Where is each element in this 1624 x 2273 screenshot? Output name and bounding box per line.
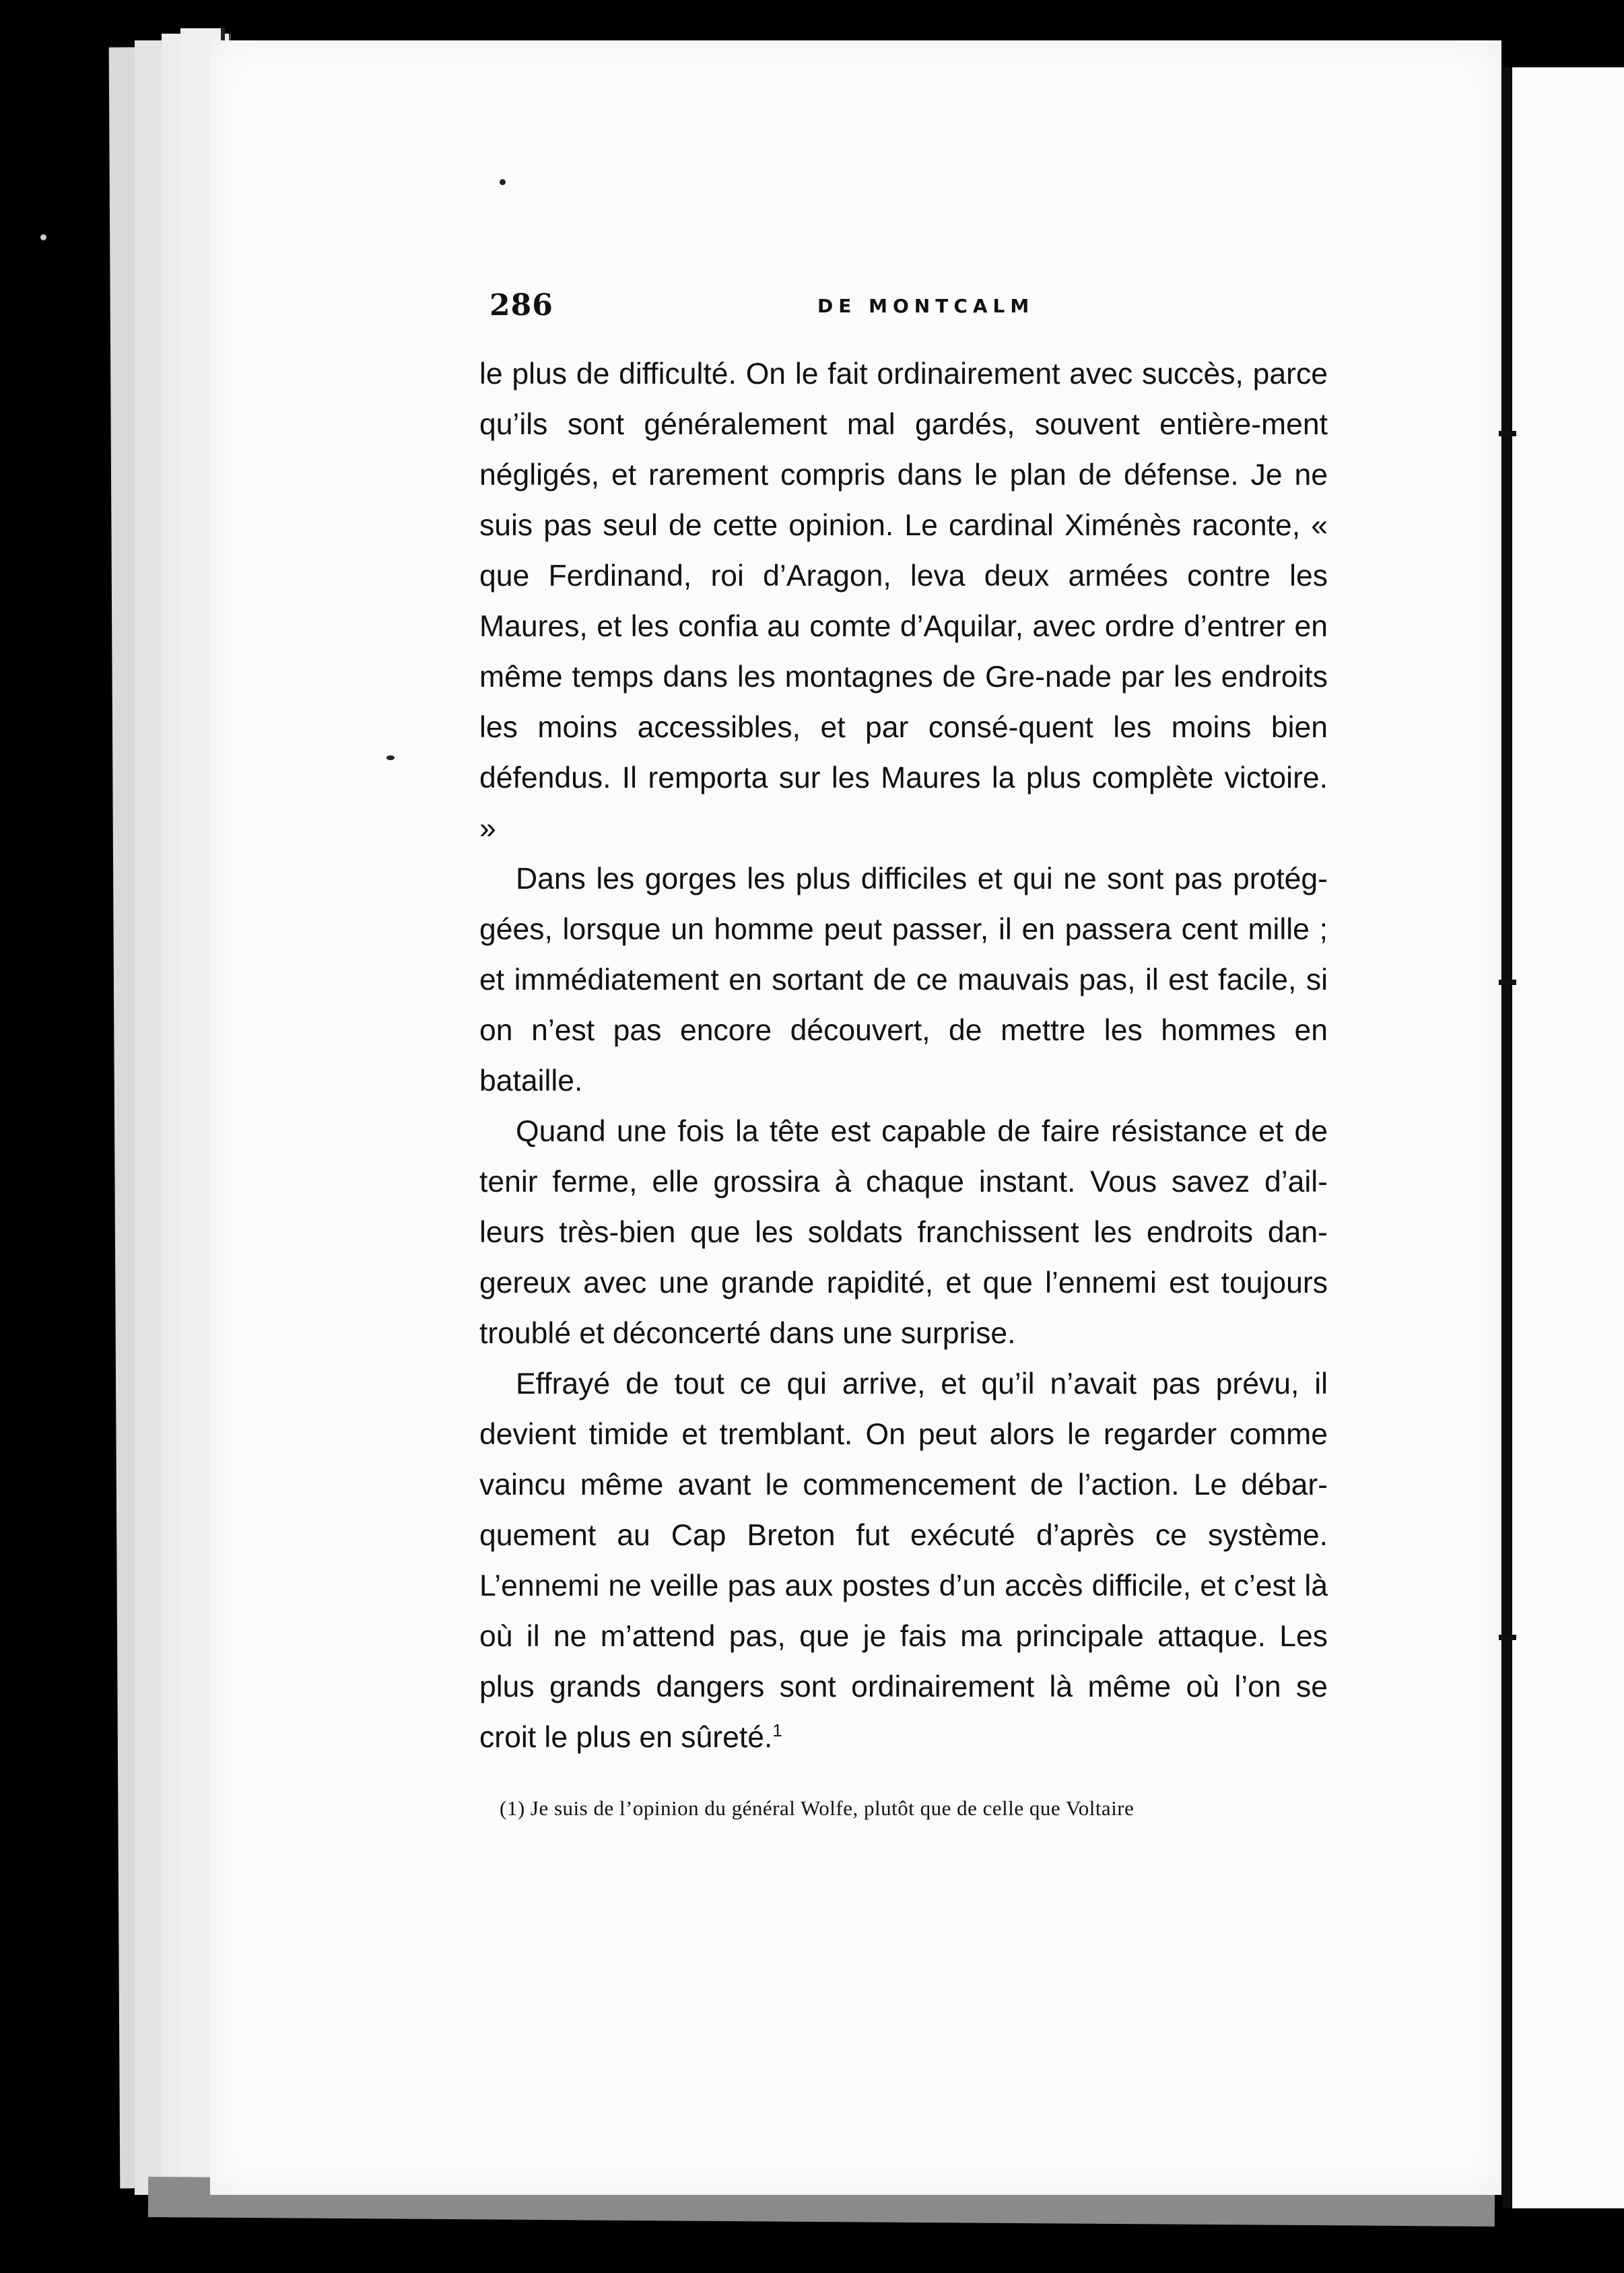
paragraph: le plus de difficulté. On le fait ordinairement avec succès, parce qu’ils sont généralement mal gardés, souvent entière-ment négligés, et rarement compris dans le plan de défense. Je ne suis pas seul de cette opinion. Le cardinal Ximénès raconte, « que Ferdinand, roi d’Aragon, leva deux armées contre les Maures, et les confia au comte d’Aquilar, avec ordre d’entrer en même temps dans les montagnes de Gre-nade par les endroits les moins accessibles, et par consé-quent les moins bien défendus. Il remporta sur les Maures la plus complète victoire. » <box>479 358 1328 845</box>
binding-mark <box>1499 980 1516 985</box>
paragraph-text: Effrayé de tout ce qui arrive, et qu’il n’avait pas prévu, il devient timide et tremblant. On peut alors le regarder comme vaincu même avant le commencement de l’action. Le débar-quement au Cap Breton fut exécuté d’après ce système. L’ennemi ne veille pas aux postes d’un accès difficile, et c’est là où il ne m’attend pas, que je fais ma principale attaque. Les plus grands dangers sont ordinairement là même où l’on se croit le plus en sûreté. <box>479 1367 1328 1754</box>
paragraph: Quand une fois la tête est capable de faire résistance et de tenir ferme, elle grossira à chaque instant. Vous savez d’ail-leurs très-bien que les soldats franchissent les endroits dan-gereux avec une grande rapidité, et que l’ennemi est toujours troublé et déconcerté dans une surprise. <box>479 1115 1328 1350</box>
paragraph: Dans les gorges les plus difficiles et qui ne sont pas protég-gées, lorsque un homme peut passer, il en passera cent mille ; et immédiatement en sortant de ce mauvais pas, il est facile, si on n’est pas encore découvert, de mettre les hommes en bataille. <box>479 862 1328 1097</box>
dust-speck <box>386 755 395 760</box>
footnote-marker: 1 <box>772 1720 782 1741</box>
binding-mark <box>1499 431 1516 436</box>
dust-speck <box>40 234 46 240</box>
body-text <box>479 349 1328 1763</box>
dust-speck <box>500 179 506 185</box>
binding-mark <box>1499 1635 1516 1640</box>
running-header <box>489 288 1331 335</box>
facing-page-edge <box>1503 67 1624 2208</box>
footnote: (1) Je suis de l’opinion du général Wolfe, plutôt que de celle que Voltaire <box>500 1796 1135 1820</box>
running-title: DE MONTCALM <box>817 295 1035 317</box>
page-number: 286 <box>489 288 553 323</box>
paragraph <box>479 1359 1328 1763</box>
